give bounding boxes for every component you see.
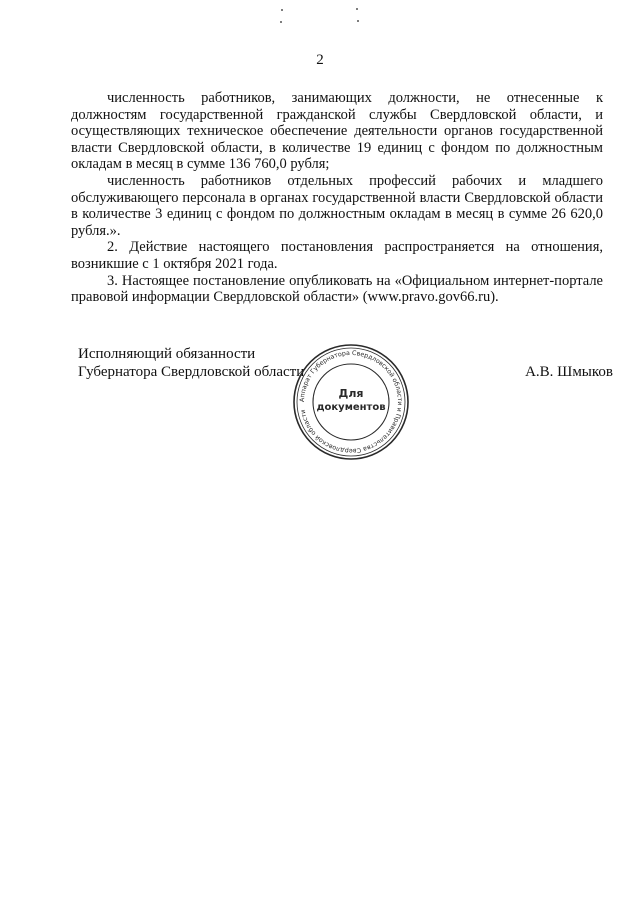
seal-center-line-2: документов [316,402,386,413]
paragraph-publication: 3. Настоящее постановление опубликовать на «Официальном интернет-портале правовой информации Свердловской области» (www.pravo.gov66.ru). [71,272,603,306]
page-number: 2 [316,52,324,68]
seal-ring-text: Аппарат Губернатора Свердловской области и Правительства Свердловской области [298,349,404,455]
signatory-name: А.В. Шмыков [525,364,613,380]
paragraph-staff-technical: численность работников, занимающих должности, не отнесенные к должностям государственной гражданской службы Свердловской области, и осуществляющих техническое обеспечение деятельности органов государственной власти Свердловской области, в количестве 19 единиц с фондом по должностным окладам в месяц в сумме 136 760,0 рубля; [71,90,603,173]
paragraph-effective-date: 2. Действие настоящего постановления распространяется на отношения, возникшие с 1 октября 2021 года. [71,239,603,272]
paragraph-staff-workers: численность работников отдельных профессий рабочих и младшего обслуживающего персонала в органах государственной власти Свердловской области в количестве 3 единиц с фондом по должностным окладам в месяц в сумме 26 620,0 рубля.». [71,172,603,239]
seal-center-line-1: Для [338,387,364,400]
signatory-position [78,345,304,381]
signatory-position-line-1: Исполняющий обязанности [78,346,256,362]
official-seal [293,344,409,460]
document-body [71,90,603,306]
signatory-position-line-2: Губернатора Свердловской области [78,364,305,380]
